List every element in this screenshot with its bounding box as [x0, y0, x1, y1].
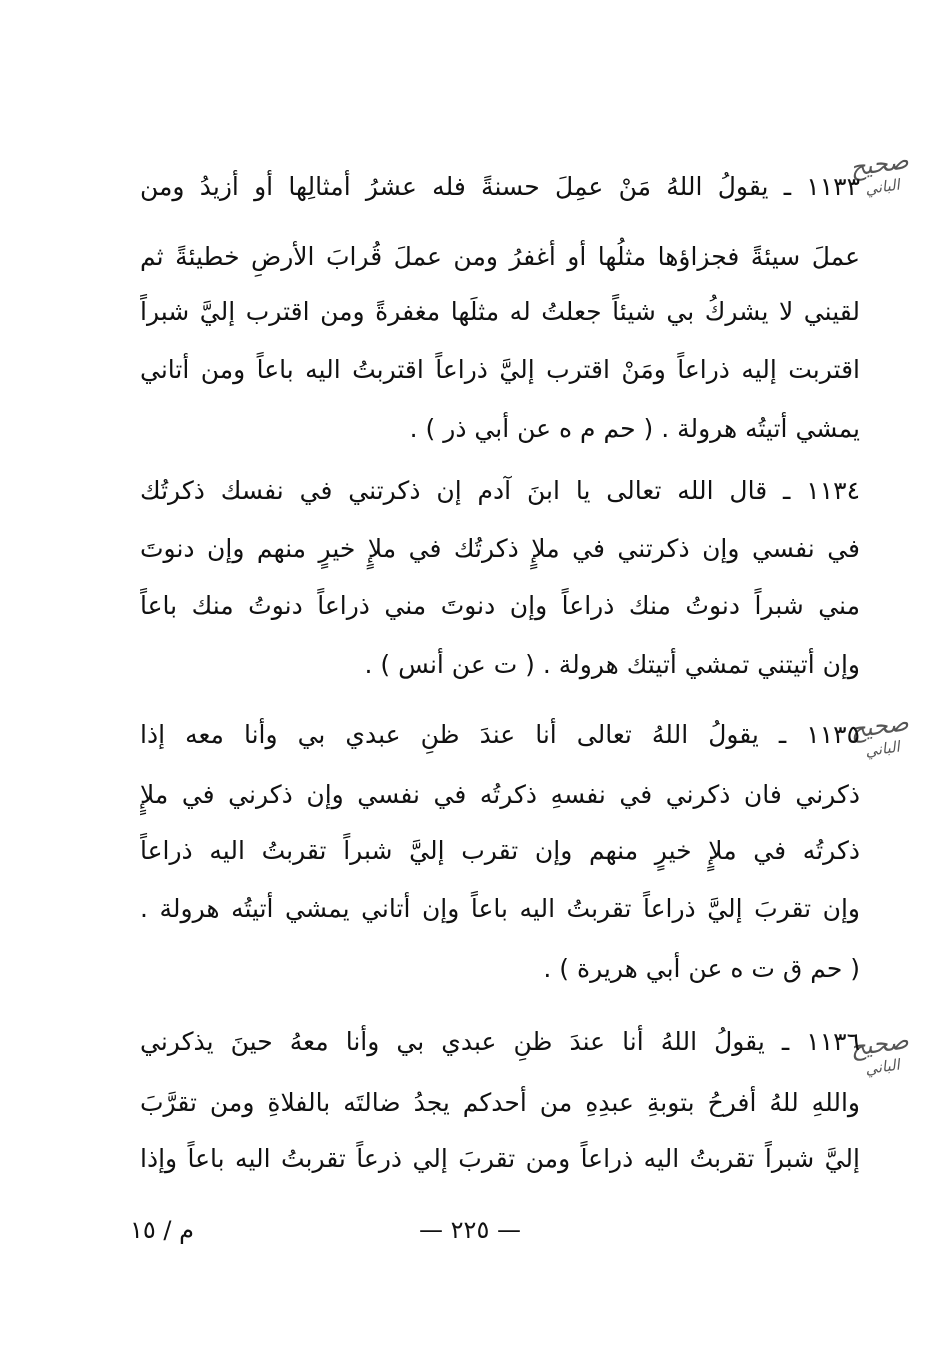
margin-note-word-1: صحيح	[848, 146, 911, 183]
printer-signature-mark: م / ١٥	[130, 1216, 194, 1244]
hadith-1133-line-4: اقتربت إليه ذراعاً ومَنْ اقترب إليَّ ذراعاً اقتربتُ اليه باعاً ومن أتاني	[140, 355, 860, 384]
margin-note-word-1: صحيح	[848, 1026, 911, 1063]
margin-note-word-2: الباني	[864, 737, 901, 761]
margin-note-word-1: صحيح	[848, 708, 911, 745]
hadith-1136-line-1: ١١٣٦ ـ يقولُ اللهُ أنا عندَ ظنِ عبدي بي وأنا معهُ حينَ يذكرني	[140, 1027, 860, 1056]
hadith-1134-line-4: وإن أتيتني تمشي أتيتك هرولة . ( ت عن أنس ) .	[364, 650, 860, 679]
hadith-1133-line-3: لقيني لا يشركُ بي شيئاً جعلتُ له مثلَها مغفرةً ومن اقترب إليَّ شبراً	[140, 297, 860, 326]
hadith-1135-line-5: ( حم ق ت ه عن أبي هريرة ) .	[543, 954, 860, 983]
margin-note-word-2: الباني	[864, 1055, 901, 1079]
hadith-1135-line-4: وإن تقربَ إليَّ ذراعاً تقربتُ اليه باعاً وإن أتاني يمشي أتيتُه هرولة .	[140, 894, 860, 923]
hadith-1134-line-1: ١١٣٤ ـ قال الله تعالى يا ابنَ آدم إن ذكرتني في نفسك ذكرتُك	[140, 476, 860, 505]
hadith-1133-line-1: ١١٣٣ ـ يقولُ اللهُ مَنْ عمِلَ حسنةً فله عشرُ أمثالِها أو أزيدُ ومن	[140, 172, 860, 201]
margin-note-word-2: الباني	[864, 175, 901, 199]
hadith-1135-line-3: ذكرتُه في ملإٍ خيرٍ منهم وإن تقرب إليَّ شبراً تقربتُ اليه ذراعاً	[140, 836, 860, 865]
page-number: — ٢٢٥ —	[419, 1216, 521, 1244]
hadith-1135-line-2: ذكرني فان ذكرني في نفسهِ ذكرتُه في نفسي وإن ذكرني في ملإٍ	[140, 780, 860, 809]
hadith-1133-line-5: يمشي أتيتُه هرولة . ( حم م ه عن أبي ذر ) .	[409, 414, 860, 443]
hadith-1135-line-1: ١١٣٥ ـ يقولُ اللهُ تعالى أنا عندَ ظنِ عبدي بي وأنا معه إذا	[140, 720, 860, 749]
hadith-1134-line-2: في نفسي وإن ذكرتني في ملإٍ ذكرتُك في ملإٍ خيرٍ منهم وإن دنوتَ	[140, 534, 860, 563]
hadith-1133-line-2: عملَ سيئةً فجزاؤها مثلُها أو أغفرُ ومن عملَ قُرابَ الأرضِ خطيئةً ثم	[140, 242, 860, 271]
hadith-1136-line-2: واللهِ للهُ أفرحُ بتوبةِ عبدِهِ من أحدكم يجدُ ضالتَه بالفلاةِ ومن تقرَّبَ	[140, 1088, 860, 1117]
hadith-1134-line-3: مني شبراً دنوتُ منك ذراعاً وإن دنوتَ مني ذراعاً دنوتُ منك باعاً	[140, 591, 860, 620]
hadith-1136-line-3: إليَّ شبراً تقربتُ اليه ذراعاً ومن تقربَ إلي ذرعاً تقربتُ اليه باعاً وإذا	[140, 1144, 860, 1173]
